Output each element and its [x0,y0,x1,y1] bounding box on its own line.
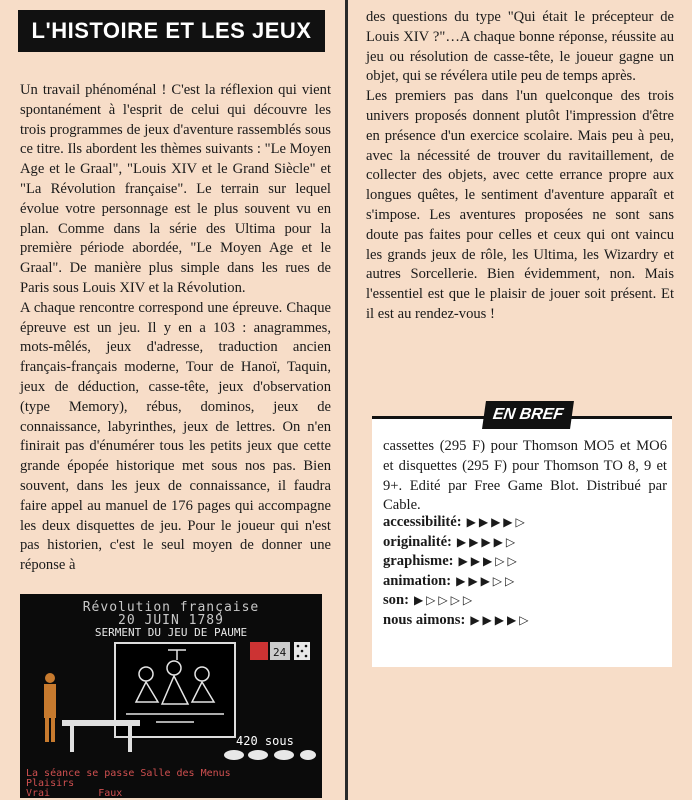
rating-row [383,572,667,592]
game-screenshot [20,594,322,798]
rating-triangles-icon: ▶▶▶▷▷ [456,573,518,588]
rating-triangles-icon: ▶▶▶▶▷ [466,515,528,529]
en-bref-text: cassettes (295 F) pour Thomson MO5 et MO6 et disquettes (295 F) pour Thomson TO 8, 9 et 9+. Edité par Free Game Blot. Distribué par Cable. [383,438,667,514]
character-at-table [30,670,142,754]
rating-row [383,552,667,572]
rating-row [383,611,667,631]
rating-label: animation: [383,572,452,589]
screen-date: 20 JUIN 1789 [118,613,224,628]
article-title: L'HISTOIRE ET LES JEUX [18,10,325,52]
article-right-column [366,8,674,325]
bread-icons [222,748,318,762]
screen-title: Révolution française [82,600,260,615]
screen-subtitle: SERMENT DU JEU DE PAUME [94,626,248,639]
rating-triangles-icon: ▶▶▶▶▷ [470,612,532,627]
rating-label: nous aimons: [383,611,466,628]
screen-answer-options: Vrai Faux [26,788,123,798]
paragraph: A chaque rencontre correspond une épreuve. Chaque épreuve est un jeu. Il y en a 103 : anagrammes, mots-mêlés, jeux d'adresse, traduction ancien français-français moderne, Tour de Hanoï, Taquin, jeux de déduction, casse-tête, jeux d'observation (type Memory), rébus, dominos, jeux de connaissance, labyrinthes, jeux de lettres. On n'en finirait pas d'énumérer tous les petits jeux que cette grande épopée historique met sous nos pas. Bien souvent, dans les jeux de connaissance, il faudra faire appel au manuel de 176 pages qui accompagne les deux disquettes de jeu. Pour le joueur qui n'est pas historien, c'est le seul moyen de donner une réponse à [20,299,331,574]
paragraph: Un travail phénoménal ! C'est la réflexion qui vient spontanément à l'esprit de celui qui découvre les trois programmes de jeux d'aventure rassemblés sous ce titre. Ils abordent les thèmes suivants : "Le Moyen Age et le Graal", "Louis XIV et le Grand Siècle" et "La Révolution française". Le terrain sur lequel évolue votre personnage est le plus souvent vu en plan. Comme dans la série des Ultima pour la première période abordée, "Le Moyen Age et le Graal". De manière plus simple dans les rues de Paris sous Louis XIV et la Révolution. [20,82,331,296]
article-left-column [20,81,331,576]
ratings-list [383,513,667,631]
rating-label: graphisme: [383,553,454,570]
column-divider [345,0,348,800]
rating-row [383,591,667,611]
paragraph: des questions du type "Qui était le précepteur de Louis XIV ?"…A chaque bonne réponse, réussite au jeu ou résolution de casse-tête, le joueur gagne un objet, qui se révélera utile peu de temps après. [366,9,674,85]
rating-row [383,533,667,553]
rating-label: son: [383,592,409,609]
game-counter-panel [250,638,312,666]
rating-triangles-icon: ▶▷▷▷▷ [413,593,476,608]
rating-label: originalité: [383,533,452,550]
money-counter: 420 sous [236,734,294,748]
rating-triangles-icon: ▶▶▶▷▷ [458,554,520,569]
rating-label: accessibilité: [383,514,462,530]
screen-question-line: La séance se passe Salle des Menus [26,768,231,779]
counter-value: 24 [273,646,287,659]
screen-question-line: Plaisirs [26,778,75,789]
en-bref-tag: EN BREF [482,401,574,429]
paragraph: Les premiers pas dans l'un quelconque des trois univers proposés donnent plutôt l'impression d'être en présence d'un exercice scolaire. Mais peu à peu, avec la nécessité de trouver du ravitaillement, de collecter des objets, avec cette errance propre aux longues quêtes, le sentiment d'aventure apparaît et s'impose. Les aventures proposées ne sont sans doute pas faites pour celles et ceux qui ont vaincu les grands jeux de rôle, les Ultima, les Wizardry et autres Sorcellerie. Bien évidemment, non. Mais l'essentiel est que le plaisir de jouer soit présent. Et il est au rendez-vous ! [366,88,674,322]
rating-row [383,513,667,533]
rating-triangles-icon: ▶▶▶▶▷ [456,534,519,549]
